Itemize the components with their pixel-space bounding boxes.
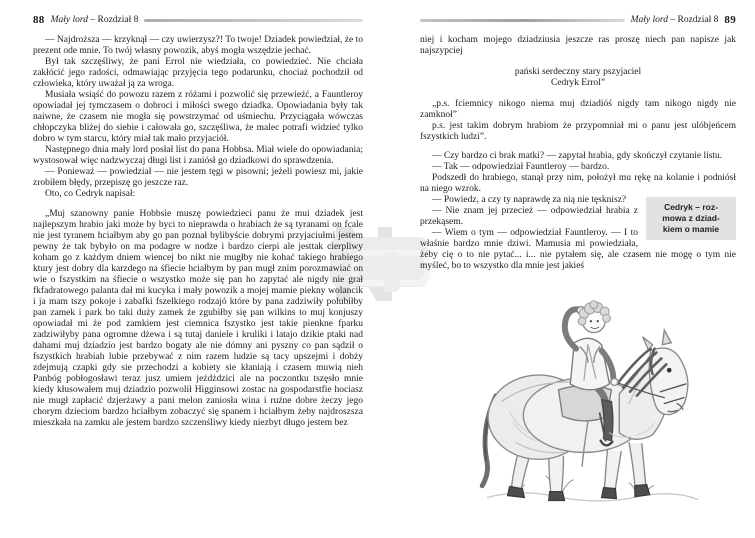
- dialog-line: — Czy bardzo ci brak matki? — zapytał hrabia, gdy skończył czytanie listu.: [432, 151, 723, 161]
- letter-ps1: „p.s. fciemnicy nikogo niema muj dziadióś nigdy tam nikogo nigdy nie zamknoł”: [420, 99, 736, 120]
- paragraph: Następnego dnia mały lord posłał list do pana Hobbsa. Miał wiele do opowiadania; wystosował więc nadzwyczaj długi list i zaniósł go dziadkowi do sprawdzenia.: [33, 145, 363, 166]
- cedryk-letter-part2: niej i kocham mojego dziadziusia jeszcze ras proszę niech pan napisze jak najszypciej: [420, 35, 736, 56]
- page-89: [420, 0, 736, 538]
- cedryk-letter-part1: „Muj szanowny panie Hobbsie muszę powiedzieci panu że mui dziadek jest najlepszym hrabio jaki może by byci to nieprawda o hrabiach że są tyranami on fcale nie jest tyranem hciałbym aby go pan poznał bylibyście dobrymi przyjaciułmi jestem pewny że tak bybyło on ma podagre w nodze i bardzo cierpi ale jesttak cierpliwy koham go z każdym dniem wiencej bo nikt nie mugłby nie kohać takiego hrabiego ktury jest dobry dla karzdego na śfiecie hciałbym by pan mugł znim porozmawiać on wie o fszystkim na śfiecie o wszystko może się pan ho zapytać ale nigdy nie grał fkfadratowego palanta dał mi kucyka i mały powozik a mojej mamie piekny wolancik i ja mam tszy pokoje i zabafki fszelkiego rodzajó które by pana zadziwiły polubiłby pan zamek i park bo taki duży zamek że zgubiłby się pan wilkins to muj konjuszy opowiadał mi że pod zamkiem jest ciemnica fszystko jest takie pienkne fparku zadziwiłyby pana ogromne dżewa i są tutaj daniele i kruliki i latajo dzikie ptaki nad dahami muj dziadzio jest bardzo bogaty ale nie dómny ani pyszny co pan sądził o fszystkich hrabiah lubie przebywać z nim razem ludzie są tacy upszejmi i dobży zdejmują czapki gdy sie przechodzi a kobiety sie kłaniają i czasem muwią nieh Panbóg pobłogosławi teraz jusz umiem jeźdżdzici ale na poczontku tszęsło mnie kiedy kłusowałem muj dziadzio pozwolił Higginsowi zostac na gospodarstfie hociasz nie mugł zapłacić dzjerżawy a pani melon zaniosła wina i ruźne dobre żeczy jego chorym dzieciom bardzo hciałbym zobaczyć się spanem i hciałbym żeby najdroszsza mieszkała na zamku ale jestem bardzo szczenśliwy kiedy niezbyt długo jestem bez: [33, 209, 363, 428]
- page-88-header: [33, 14, 363, 26]
- dialog-line: — Nie znam jej przecież — odpowiedział hrabia z przekąsem.: [420, 206, 638, 227]
- dialog-line: — Tak — odpowiedział Fauntleroy — bardzo.: [432, 162, 610, 172]
- spacer: [420, 143, 736, 151]
- dialog-line: — Wiem o tym — odpowiedział Fauntleroy. — I to właśnie bardzo mnie dziwi. Mamusia mi powiedziała, żeby cię o to nie pytać... i... nie pytałem się, ale czasem nie mogę o tym nie myśleć, bo to wszystko dla mnie jest jakieś: [420, 228, 736, 271]
- dialog-line: — Powiedz, a czy ty naprawdę za nią nie tęsknisz?: [432, 195, 627, 205]
- page-88: [33, 0, 363, 538]
- letter-signature: pański serdeczny stary pszyjaciel Cedryk Errol”: [514, 67, 642, 88]
- page-89-body: [420, 35, 736, 272]
- page-88-body: [33, 35, 363, 429]
- header-rule-right: [420, 19, 625, 22]
- paragraph: — Najdroższa — krzyknął — czy uwierzysz?! To twoje! Dziadek powiedział, że to prezent ode mnie. To twój własny powozik, abyś mogła wszędzie jechać.: [33, 35, 363, 56]
- running-title-left: Mały lord – Rozdział 8: [50, 15, 139, 25]
- paragraph: — Ponieważ — powiedział — nie jestem tęgi w pisowni; jeżeli powiesz mi, jakie zrobiłem błędy, przepiszę go jeszcze raz.: [33, 167, 363, 188]
- page-89-header: [420, 14, 736, 26]
- paragraph: Musiała wsiąść do powozu razem z różami i pozwolić się przewieźć, a Fauntleroy opowiadał jej tymczasem o dobroci i miłości swego dziadka. Opowiadania były tak naiwne, że czasem nie mogła się powstrzymać od uśmiechu. Przyciągała wówczas chłopczyka bliżej do siebie i całowała go, szczęśliwa, że malec potrafi widzieć tylko dobro w tym starcu, który miał tak mało przyjaciół.: [33, 90, 363, 144]
- dialog-line: Podszedł do hrabiego, stanął przy nim, położył mu rękę na kolanie i podniósł na niego wzrok.: [420, 173, 736, 194]
- scan-watermark-tab: [385, 252, 400, 292]
- margin-note-cedryk: Cedryk – roz- mowa z dziad- kiem o mamie: [646, 197, 736, 240]
- running-title-right: Mały lord – Rozdział 8: [630, 15, 719, 25]
- page-number-right: 89: [724, 14, 736, 26]
- boy-on-pony-icon: [460, 286, 710, 521]
- page-number-left: 88: [33, 14, 45, 26]
- header-rule-left: [144, 19, 363, 22]
- paragraph: Był tak szczęśliwy, że pani Errol nie wiedziała, co powiedzieć. Nie chciała zakłócić jego radości, odmawiając przyjęcia tego podarunku, chociaż pochodził od człowieka, który uważał ją za wroga.: [33, 57, 363, 89]
- letter-ps2: p.s. jest takim dobrym hrabiom że przypomniał mi o panu jest ulóbjeńcem fszystkich ludzi”.: [420, 121, 736, 142]
- pony-illustration: [460, 286, 710, 526]
- paragraph: Oto, co Cedryk napisał:: [45, 189, 136, 199]
